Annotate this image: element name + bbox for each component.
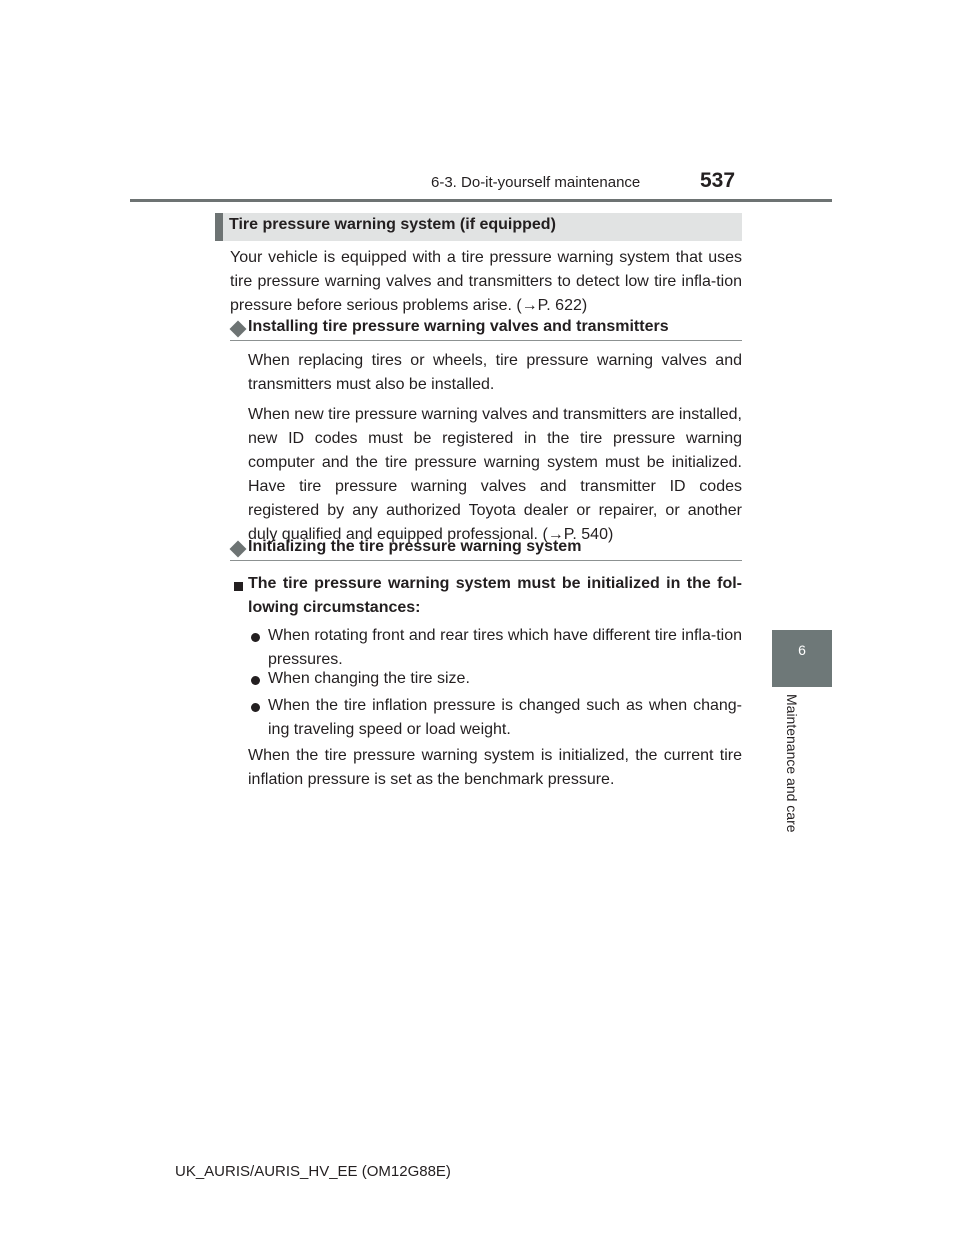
- section-intro: Your vehicle is equipped with a tire pressure warning system that uses tire pressure warning valves and transmitters to detect low tire infla-tion pressure before serious problems arise. (→P. 622): [230, 249, 742, 314]
- diamond-icon: [230, 321, 247, 338]
- subsection-title: Installing tire pressure warning valves and transmitters: [248, 318, 669, 335]
- header-section-title: 6-3. Do-it-yourself maintenance: [431, 174, 641, 191]
- section-heading-accent: [215, 213, 223, 241]
- paragraph: When replacing tires or wheels, tire pressure warning valves and transmitters must also be installed.: [248, 352, 742, 393]
- paragraph: When the tire pressure warning system is initialized, the current tire inflation pressure is set as the benchmark pressure.: [248, 747, 742, 788]
- chapter-tab-number: 6: [798, 642, 806, 658]
- subsection-title: Initializing the tire pressure warning system: [248, 538, 582, 555]
- bullet-icon: [251, 703, 260, 712]
- list-item: When changing the tire size.: [268, 670, 470, 687]
- square-bullet-icon: [234, 582, 243, 591]
- bullet-icon: [251, 633, 260, 642]
- chapter-tab-label: Maintenance and care: [784, 694, 800, 833]
- section-title: Tire pressure warning system (if equipped): [229, 216, 556, 233]
- list-item: When rotating front and rear tires which have different tire infla-tion pressures.: [268, 627, 742, 668]
- footer-model-code: UK_AURIS/AURIS_HV_EE (OM12G88E): [175, 1163, 451, 1180]
- header-divider: [130, 199, 832, 202]
- bullet-icon: [251, 676, 260, 685]
- paragraph: When new tire pressure warning valves and transmitters are installed, new ID codes must be registered in the tire pressure warning computer and the tire pressure warning system must be initialized. Have tire pressure warning valves and transmitter ID codes registered by any authorized Toyota dealer or repairer, or another duly qualified and equipped professional. (→P. 540): [248, 406, 742, 543]
- condition-heading: The tire pressure warning system must be initialized in the fol-lowing circumstances:: [248, 575, 742, 616]
- diamond-icon: [230, 541, 247, 558]
- subsection-divider: [230, 340, 742, 341]
- list-item: When the tire inflation pressure is changed such as when chang-ing traveling speed or load weight.: [268, 697, 742, 738]
- chapter-tab: [772, 630, 832, 687]
- subsection-divider: [230, 560, 742, 561]
- page-number: 537: [700, 169, 736, 192]
